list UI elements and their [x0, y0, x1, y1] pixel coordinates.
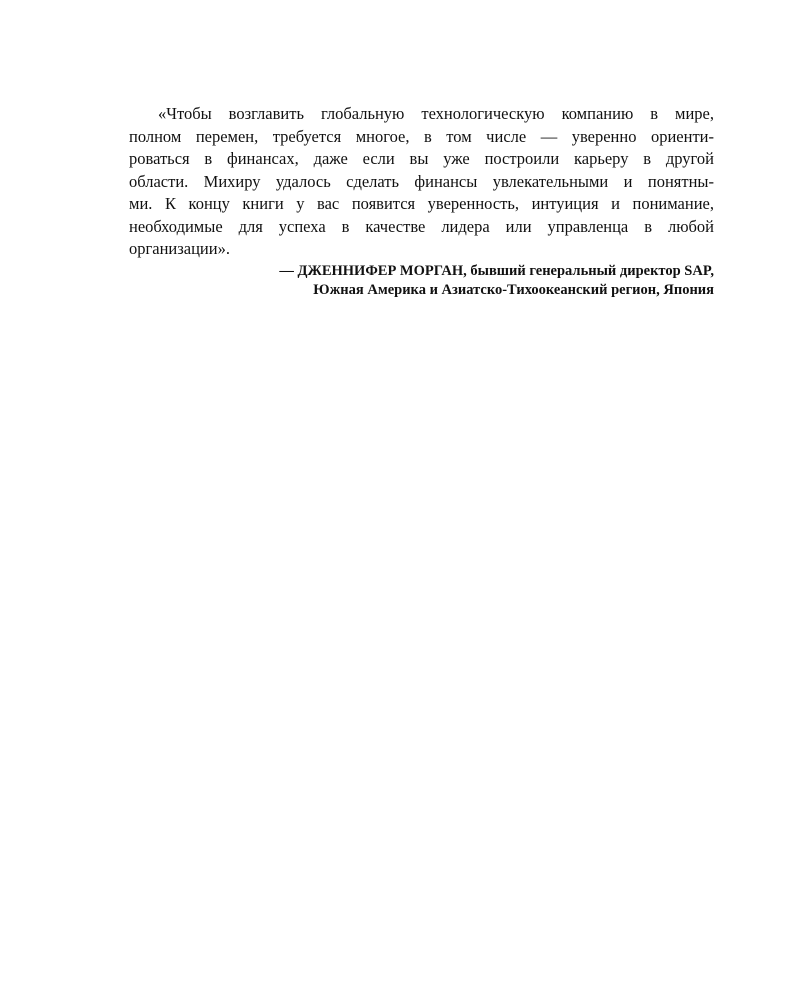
- quote-line: необходимые для успеха в качестве лидера или управленца в любой: [129, 216, 714, 236]
- quote-line: полном перемен, требуется многое, в том числе — уверенно ориенти-: [129, 126, 714, 146]
- attribution-location: Южная Америка и Азиатско-Тихоокеанский регион, Япония: [313, 282, 714, 298]
- endorsement-quote: [129, 103, 714, 261]
- quote-line: ми. К концу книги у вас появится уверенность, интуиция и понимание,: [129, 194, 714, 213]
- quote-line: организации».: [129, 239, 230, 258]
- attribution-author: — ДЖЕННИФЕР МОРГАН, бывший генеральный директор SAP,: [279, 263, 714, 279]
- quote-line: области. Михиру удалось сделать финансы увлекательными и понятны-: [129, 171, 714, 191]
- quote-line: «Чтобы возглавить глобальную технологическую компанию в мире,: [158, 104, 714, 123]
- quote-attribution: [129, 262, 714, 300]
- quote-line: роваться в финансах, даже если вы уже построили карьеру в другой: [129, 149, 714, 168]
